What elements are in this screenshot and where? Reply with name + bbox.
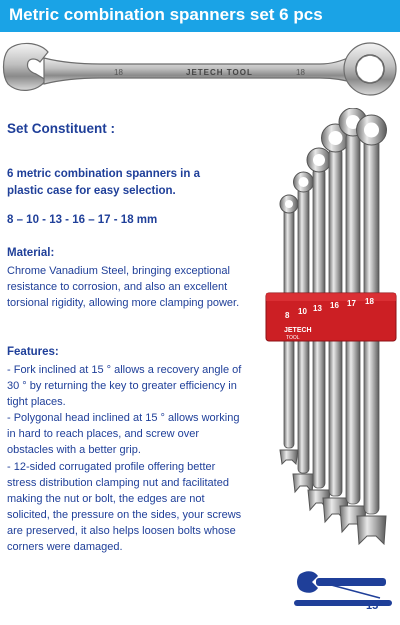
section-title: Set Constituent :: [7, 121, 115, 136]
holder-size-16: 16: [330, 301, 339, 310]
feature-item: - Fork inclined at 15 ° allows a recovery angle of 30 ° by returning the key to greater efficiency in tight places.: [7, 364, 242, 409]
spanner-set-image: [256, 108, 400, 548]
angle-15-icon: [290, 568, 400, 625]
spanner-size-left: 18: [114, 68, 123, 77]
angle-label: 15°: [366, 600, 383, 612]
holder-brand-sub: TOOL: [286, 335, 300, 341]
holder-size-18: 18: [365, 297, 374, 306]
features-list: [7, 362, 247, 555]
feature-item: - Polygonal head inclined at 15 ° allows working in hard to reach places, and screw over obstacles with a better grip.: [7, 412, 240, 457]
feature-item: - 12-sided corrugated profile offering better stress distribution clamping nut and facilitated making the nut or bolt, the edges are not solicited, the pressure on the sides, your screws are preserved, it also helps loosen bolts whose corners were damaged.: [7, 460, 242, 554]
holder-size-17: 17: [347, 299, 356, 308]
intro-text: 6 metric combination spanners in a plastic case for easy selection.: [7, 168, 200, 197]
page-title: Metric combination spanners set 6 pcs: [9, 5, 323, 24]
spanner-brand: JETECH TOOL: [186, 68, 253, 77]
material-body: Chrome Vanadium Steel, bringing exceptional resistance to corrosion, and also an excellent torsional rigidity, allowing more clamping power.: [7, 265, 240, 309]
features-heading: Features:: [7, 346, 59, 358]
holder-size-10: 10: [298, 307, 307, 316]
combination-spanner-image: [0, 36, 400, 106]
spanner-size-right: 18: [296, 68, 305, 77]
holder-size-13: 13: [313, 304, 322, 313]
header-bar: [0, 0, 400, 32]
holder-brand: JETECH: [284, 327, 312, 334]
sizes-text: 8 – 10 - 13 - 16 – 17 - 18 mm: [7, 214, 158, 226]
material-heading: Material:: [7, 247, 55, 259]
holder-size-8: 8: [285, 311, 290, 320]
